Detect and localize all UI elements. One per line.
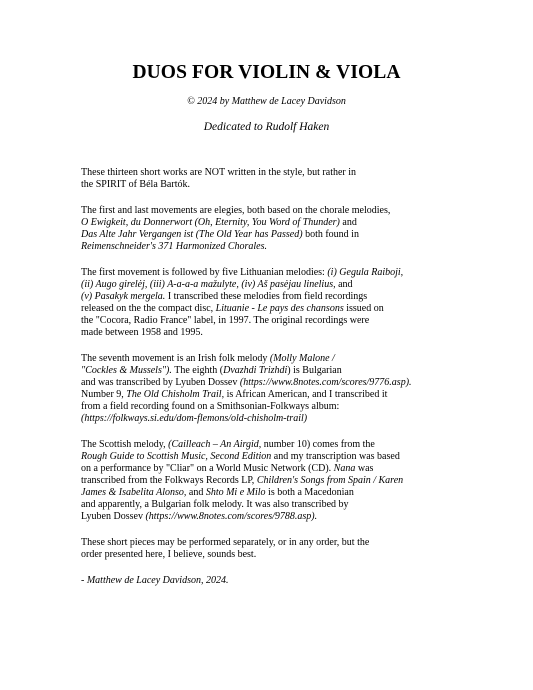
text-line: from a field recording found on a Smithsonian-Folkways album: [81,401,340,412]
text-run: and [186,487,206,498]
melody-title: (Cailleach – An Airgid, [168,439,262,450]
text-line [81,217,501,229]
text-line [81,463,501,475]
text-run: was [355,463,374,474]
text-run: on a performance by "Cliar" on a World Music Network (CD). [81,463,334,474]
melody-titles: (ii) Augo girelėj, (iii) A-a-a-a mažulyte, (iv) Aš pasėjau linelius, [81,279,336,290]
melody-title: "Cockles & Mussels"). [81,365,172,376]
text-run: number 10) comes from the [261,439,375,450]
chorale-title: Das Alte Jahr Vergangen ist (The Old Year has Passed) [81,229,303,240]
text-line [81,377,501,389]
text-line [81,413,501,425]
text-line [81,475,501,487]
text-line [81,511,501,523]
text-line: order presented here, I believe, sounds best. [81,549,257,560]
text-line: and apparently, a Bulgarian folk melody. It was also transcribed by [81,499,349,510]
text-line [81,241,501,253]
text-run: and [335,279,353,290]
text-run: released on the the compact disc, [81,303,216,314]
album-title: Lituanie - Le pays des chansons [215,303,344,314]
chorale-title: O Ewigkeit, du Donnerwort (Oh, Eternity, You Word of Thunder) [81,217,340,228]
text-line: The first and last movements are elegies, both based on the chorale melodies, [81,205,391,216]
paragraph-lithuanian [81,267,501,339]
text-run: I transcribed these melodies from field recordings [165,291,368,302]
text-run: and was transcribed by Lyuben Dossev [81,377,240,388]
source-url: (https://www.8notes.com/scores/9776.asp). [239,377,412,388]
melody-title: (v) Pasakyk mergela. [81,291,166,302]
source-url: (https://folkways.si.edu/dom-flemons/old-chisholm-trail) [81,413,308,424]
signature-text: - Matthew de Lacey Davidson, 2024. [81,575,229,586]
text-run: and my transcription was based [271,451,400,462]
text-line [81,487,501,499]
text-line: the SPIRIT of Béla Bartók. [81,179,190,190]
text-run: The seventh movement is an Irish folk melody [81,353,270,364]
text-line [81,229,501,241]
text-line: These thirteen short works are NOT written in the style, but rather in [81,167,357,178]
album-title: James & Isabelita Alonso, [81,487,187,498]
text-run: Lyuben Dossev [81,511,146,522]
text-run: The Scottish melody, [81,439,169,450]
melody-title: (Molly Malone / [269,353,335,364]
copyright-line: © 2024 by Matthew de Lacey Davidson [187,96,346,107]
text-run: transcribed from the Folkways Records LP, [81,475,257,486]
melody-title: Nana [333,463,356,474]
melody-title: Shto Mi e Milo [205,487,266,498]
text-run: The first movement is followed by five Lithuanian melodies: [81,267,328,278]
paragraph-intro [81,167,501,191]
text-run: Number 9, [81,389,127,400]
text-line: These short pieces may be performed separately, or in any order, but the [81,537,370,548]
text-line: made between 1958 and 1995. [81,327,203,338]
book-title: Reimenschneider's 371 Harmonized Chorales. [81,241,268,252]
text-run: and [339,217,357,228]
album-title: Rough Guide to Scottish Music, Second Edition [81,451,272,462]
text-line [81,451,501,463]
text-run: The eighth ( [171,365,224,376]
album-title: Children's Songs from Spain / Karen [256,475,404,486]
text-run: is African American, and I transcribed it [224,389,388,400]
text-run: ) is Bulgarian [287,365,342,376]
text-line [81,291,501,303]
page-title: DUOS FOR VIOLIN & VIOLA [132,62,401,83]
text-run: issued on [343,303,384,314]
text-line [81,365,501,377]
body-text [81,167,501,601]
dedication-line: Dedicated to Rudolf Haken [203,121,330,133]
source-url: (https://www.8notes.com/scores/9788.asp). [145,511,318,522]
paragraph-performance-note [81,537,501,561]
text-run: both found in [302,229,359,240]
signature [81,575,501,587]
text-line [81,303,501,315]
text-line: the "Cocora, Radio France" label, in 1997. The original recordings were [81,315,370,326]
melody-title: Dvazhdi Trizhdi [223,365,288,376]
paragraph-elegies [81,205,501,253]
text-line [81,439,501,451]
paragraph-scottish-spanish [81,439,501,523]
text-run: is both a Macedonian [265,487,354,498]
text-line [81,389,501,401]
paragraph-irish-bulgarian [81,353,501,425]
text-line [81,267,501,279]
melody-title: (i) Gegula Raiboji, [327,267,404,278]
melody-title: The Old Chisholm Trail, [126,389,225,400]
text-line [81,279,501,291]
text-line [81,353,501,365]
